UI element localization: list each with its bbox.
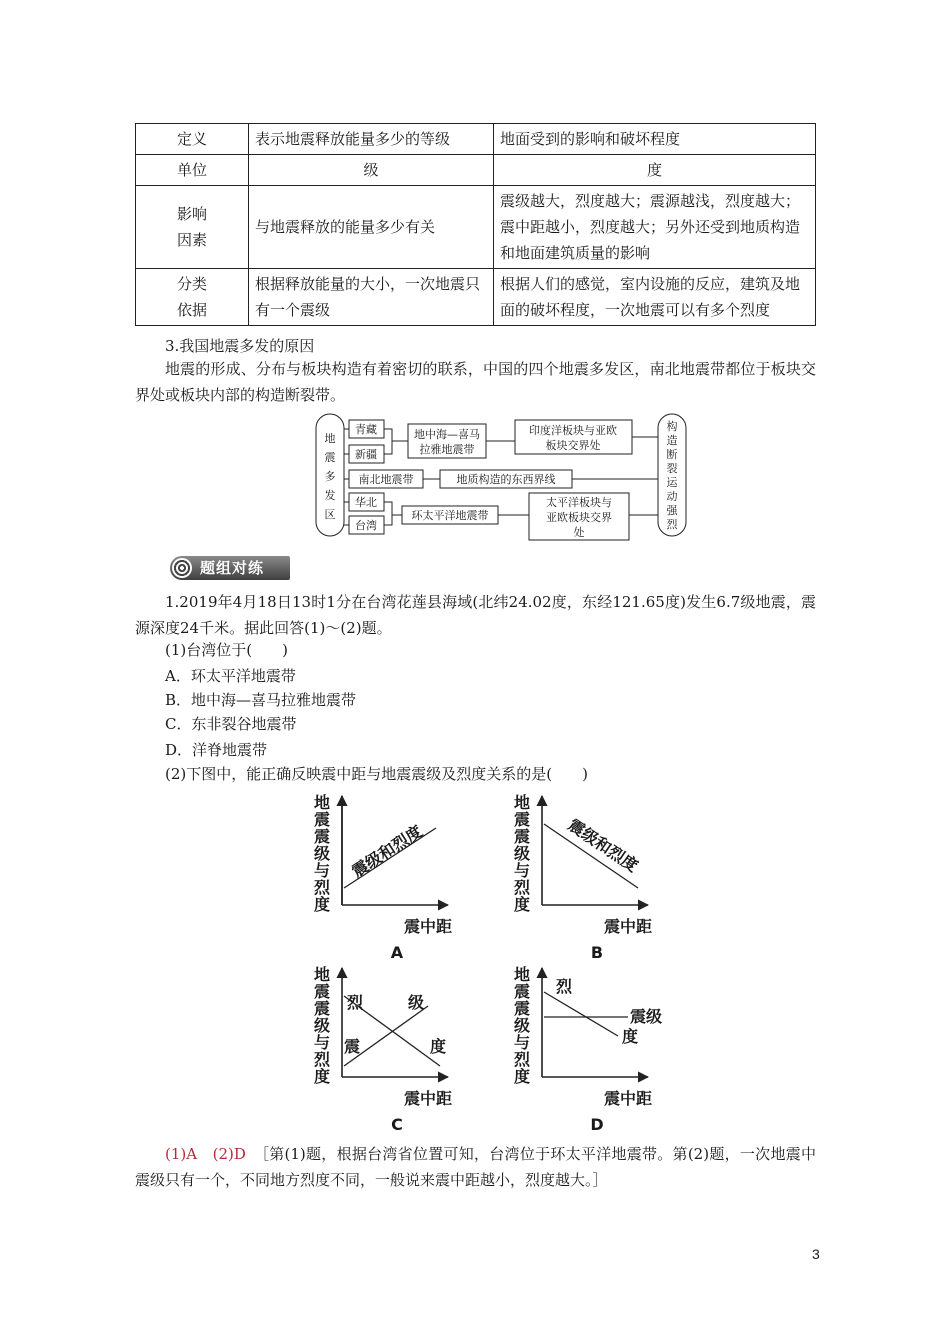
chart-y-label <box>514 793 531 914</box>
earthquake-zone-diagram <box>310 406 692 542</box>
answer-block <box>135 1141 816 1193</box>
svg-text:与: 与 <box>513 1033 531 1052</box>
diagram-region: 台湾 <box>355 519 377 532</box>
svg-text:地: 地 <box>313 965 331 984</box>
chart-annotation: 级 <box>407 993 425 1012</box>
diagram-region: 新疆 <box>355 448 377 461</box>
diagram-plate-label: 太平洋板块与 <box>546 496 612 509</box>
diagram-left-label: 地 <box>324 432 336 445</box>
chart-x-label: 震中距 <box>603 1089 653 1108</box>
answer-explanation: ［第(1)题，根据台湾省位置可知，台湾位于环太平洋地震带。第(2)题，一次地震中震级只有一个，不同地方烈度不同，一般说来震中距越小，烈度越大。］ <box>135 1145 816 1189</box>
table-row <box>136 155 816 186</box>
diagram-right-label: 造 <box>666 434 678 447</box>
svg-text:烈: 烈 <box>313 1050 331 1069</box>
chart-d <box>514 965 662 1130</box>
table-row <box>136 269 816 326</box>
svg-text:与: 与 <box>513 861 531 880</box>
magnitude-cell: 级 <box>249 155 494 186</box>
svg-text:与: 与 <box>313 1033 331 1052</box>
diagram-plate-label: 处 <box>573 526 585 539</box>
chart-x-label: 震中距 <box>403 917 453 936</box>
diagram-plate-label: 亚欧板块交界 <box>546 511 612 524</box>
diagram-plate-label: 板块交界处 <box>545 439 601 452</box>
row-label: 分类 依据 <box>136 269 249 326</box>
chart-x-label: 震中距 <box>603 917 653 936</box>
section-heading: 3.我国地震多发的原因 <box>165 337 315 355</box>
svg-text:度: 度 <box>313 1067 331 1086</box>
answer-key: (1)A (2)D <box>165 1145 246 1163</box>
page-number: 3 <box>812 1246 820 1262</box>
magnitude-cell: 表示地震释放能量多少的等级 <box>249 124 494 155</box>
diagram-left-label: 多 <box>324 470 336 483</box>
chart-x-label: 震中距 <box>403 1089 453 1108</box>
diagram-right-label: 强 <box>666 504 678 517</box>
diagram-region: 华北 <box>355 496 377 509</box>
diagram-right-label: 断 <box>666 448 678 461</box>
table-row <box>136 186 816 269</box>
svg-text:地: 地 <box>513 793 531 812</box>
intensity-cell: 根据人们的感觉，室内设施的反应，建筑及地面的破坏程度，一次地震可以有多个烈度 <box>494 269 816 326</box>
svg-text:震: 震 <box>313 999 331 1018</box>
svg-text:度: 度 <box>513 895 531 914</box>
chart-c-line-magnitude <box>344 1006 428 1066</box>
row-label: 影响 因素 <box>136 186 249 269</box>
svg-text:烈: 烈 <box>513 1050 531 1069</box>
intensity-cell: 地面受到的影响和破坏程度 <box>494 124 816 155</box>
chart-annotation: 震 <box>343 1037 361 1056</box>
svg-text:地: 地 <box>313 793 331 812</box>
chart-annotation: 烈 <box>555 977 573 996</box>
diagram-belt-label: 环太平洋地震带 <box>411 509 489 522</box>
question-stem: 1.2019年4月18日13时1分在台湾花莲县海域(北纬24.02度，东经121.65度)发生6.7级地震，震源深度24千米。据此回答(1)～(2)题。 <box>135 593 816 637</box>
svg-text:烈: 烈 <box>513 878 531 897</box>
diagram-plate-label: 印度洋板块与亚欧 <box>529 424 617 437</box>
diagram-right-label: 裂 <box>666 462 678 475</box>
chart-annotation: 烈 <box>346 993 364 1012</box>
svg-text:震: 震 <box>513 810 531 829</box>
svg-text:级: 级 <box>313 844 331 863</box>
chart-annotation: 度 <box>429 1037 447 1056</box>
row-label: 定义 <box>136 124 249 155</box>
chart-line-label: 震级和烈度 <box>348 821 426 882</box>
sub-question-2: (2)下图中，能正确反映震中距与地震震级及烈度关系的是( ) <box>165 765 588 783</box>
chart-y-label <box>314 965 331 1086</box>
chart-line-label: 震级和烈度 <box>564 815 642 876</box>
option-c: C．东非裂谷地震带 <box>165 715 297 733</box>
chart-c <box>314 965 452 1130</box>
diagram-right-label: 运 <box>666 476 678 489</box>
option-b: B．地中海—喜马拉雅地震带 <box>165 691 357 709</box>
intensity-cell: 震级越大，烈度越大；震源越浅，烈度越大；震中距越小，烈度越大；另外还受到地质构造和地面建筑质量的影响 <box>494 186 816 269</box>
option-charts <box>300 790 680 1130</box>
chart-d-line-intensity <box>544 992 618 1036</box>
diagram-right-label: 构 <box>666 420 678 433</box>
chart-y-label <box>514 965 531 1086</box>
svg-text:度: 度 <box>313 895 331 914</box>
chart-annotation: 震级 <box>629 1007 663 1026</box>
chart-caption: D <box>590 1115 604 1130</box>
diagram-left-label: 区 <box>324 508 336 521</box>
badge-label: 题组对练 <box>200 559 265 577</box>
svg-text:级: 级 <box>313 1016 331 1035</box>
diagram-belt-label: 地中海—喜马 <box>414 428 480 441</box>
magnitude-cell: 与地震释放的能量多少有关 <box>249 186 494 269</box>
svg-text:震: 震 <box>513 982 531 1001</box>
practice-section-badge <box>170 556 290 580</box>
intensity-cell: 度 <box>494 155 816 186</box>
diagram-left-label: 发 <box>324 489 336 502</box>
sub-question-1: (1)台湾位于( ) <box>165 641 288 659</box>
chart-caption: C <box>391 1115 403 1130</box>
table-row <box>136 124 816 155</box>
diagram-right-label: 动 <box>666 490 678 503</box>
diagram-mid-label: 地质构造的东西界线 <box>456 473 556 486</box>
svg-text:震: 震 <box>313 982 331 1001</box>
section-paragraph: 地震的形成、分布与板块构造有着密切的联系，中国的四个地震多发区，南北地震带都位于板块交界处或板块内部的构造断裂带。 <box>135 360 816 404</box>
svg-text:震: 震 <box>313 810 331 829</box>
diagram-right-label: 烈 <box>666 518 678 531</box>
svg-text:地: 地 <box>513 965 531 984</box>
chart-b <box>514 793 652 962</box>
option-a: A．环太平洋地震带 <box>165 667 296 685</box>
svg-text:震: 震 <box>513 999 531 1018</box>
magnitude-cell: 根据释放能量的大小，一次地震只有一个震级 <box>249 269 494 326</box>
svg-text:级: 级 <box>513 844 531 863</box>
target-icon <box>172 558 192 578</box>
row-label: 单位 <box>136 155 249 186</box>
diagram-belt-label: 拉雅地震带 <box>419 443 475 456</box>
svg-text:震: 震 <box>313 827 331 846</box>
diagram-region: 南北地震带 <box>358 473 414 486</box>
svg-text:与: 与 <box>313 861 331 880</box>
chart-y-label <box>314 793 331 914</box>
chart-caption: B <box>590 943 604 962</box>
comparison-table <box>135 123 816 326</box>
svg-text:级: 级 <box>513 1016 531 1035</box>
option-d: D．洋脊地震带 <box>165 741 268 759</box>
svg-text:度: 度 <box>513 1067 531 1086</box>
chart-annotation: 度 <box>621 1027 639 1046</box>
svg-text:震: 震 <box>513 827 531 846</box>
chart-caption: A <box>390 943 404 962</box>
svg-text:烈: 烈 <box>313 878 331 897</box>
diagram-left-label: 震 <box>324 451 336 464</box>
chart-a <box>314 793 452 962</box>
diagram-region: 青藏 <box>355 423 377 436</box>
